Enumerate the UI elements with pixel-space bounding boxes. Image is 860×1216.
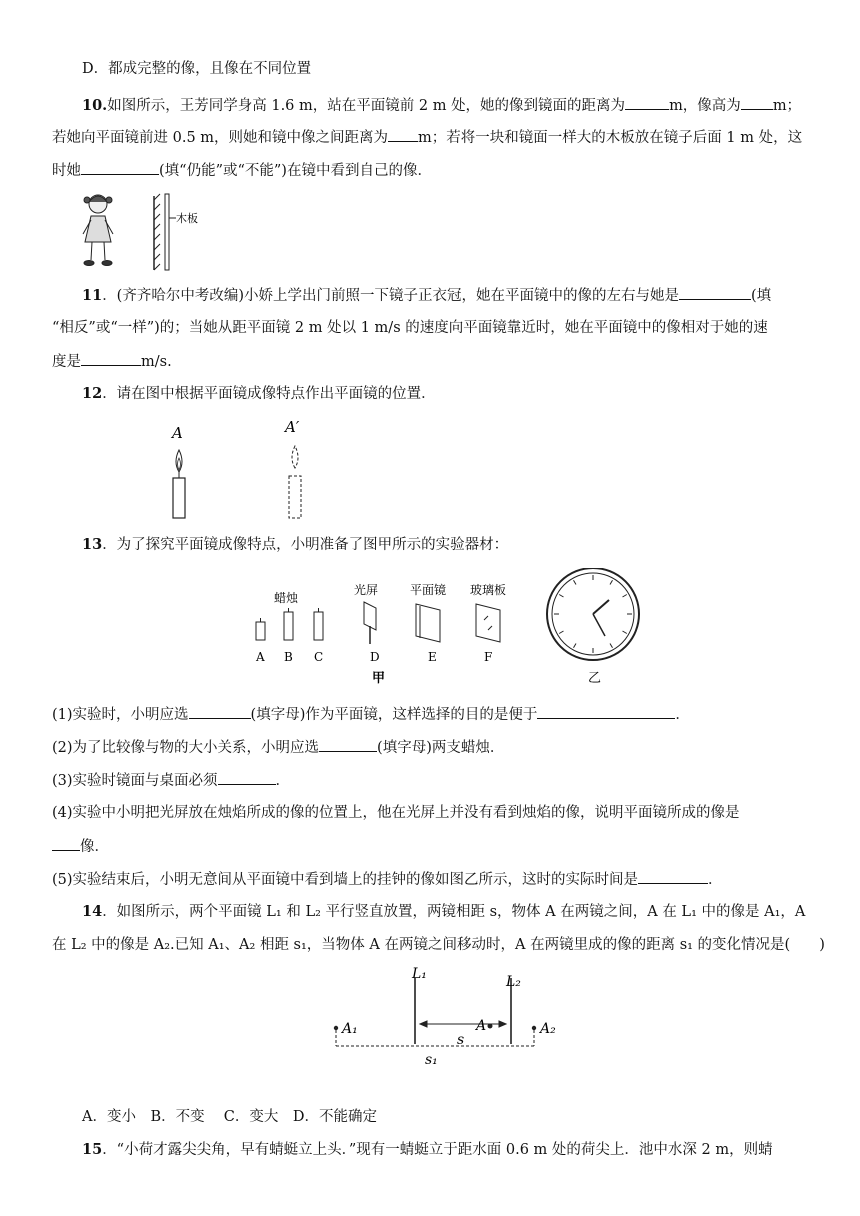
- q13-s2-text-b: (填字母)两支蜡烛．: [377, 740, 505, 756]
- q15-line: [82, 1140, 773, 1160]
- q13-line: [82, 535, 508, 555]
- letter-b: B: [284, 650, 293, 664]
- q13-sub-3: [52, 770, 290, 791]
- q10-figure: [76, 190, 226, 272]
- mirror-icon: [154, 194, 160, 270]
- q13-text: ．为了探究平面镜成像特点，小明准备了图甲所示的实验器材：: [102, 537, 509, 553]
- q9-option-d: D．都成完整的像，且像在不同位置: [82, 61, 312, 77]
- q11-blank-2[interactable]: [81, 351, 141, 366]
- q11-blank-1[interactable]: [679, 285, 751, 300]
- label-s: s: [457, 1032, 465, 1048]
- q13-s1-text-c: ．: [675, 707, 690, 723]
- candle-group-label: 蜡烛: [274, 591, 299, 605]
- q13-number: 13: [82, 536, 103, 553]
- q13-s5-text-b: ．: [708, 872, 723, 888]
- image-label-a-prime: A′: [285, 418, 300, 436]
- letter-e: E: [428, 650, 437, 664]
- q13-sub-5: [52, 869, 723, 890]
- virtual-candle-icon: [289, 446, 301, 518]
- q13-blank-2[interactable]: [537, 704, 675, 719]
- q11-text-3a: 度是: [52, 354, 81, 370]
- light-screen-icon: [364, 602, 376, 630]
- q13-blank-5[interactable]: [52, 836, 80, 851]
- mirror-label: 平面镜: [410, 583, 447, 597]
- q11-text-1a: ．(齐齐哈尔中考改编)小娇上学出门前照一下镜子正衣冠，她在平面镜中的像的左右与她是: [102, 288, 679, 304]
- q10-text-2b: m；若将一块和镜面一样大的木板放在镜子后面 1 m 处，这: [418, 130, 803, 146]
- q10-line-2: [52, 127, 802, 148]
- q10-text-1b: m，像高为: [669, 98, 741, 114]
- q13-s3-text-b: ．: [275, 773, 291, 789]
- letter-a: A: [256, 650, 265, 664]
- point-a2: [532, 1026, 536, 1030]
- q13-s1-text-b: (填字母)作为平面镜，这样选择的目的是便于: [250, 707, 538, 723]
- clock-icon: [547, 568, 639, 660]
- q12-number: 12: [82, 385, 103, 402]
- label-a1: A₁: [342, 1021, 358, 1037]
- q12-figure: [160, 416, 320, 522]
- q13-s5-text-a: (5)实验结束后，小明无意间从平面镜中看到墙上的挂钟的像如图乙所示，这时的实际时间是: [52, 872, 639, 888]
- q11-line-2: “相反”或“一样”)的；当她从距平面镜 2 m 处以 1 m/s 的速度向平面镜靠近时，她在平面镜中的像相对于她的速: [52, 320, 768, 336]
- q14-line-2: 在 L₂ 中的像是 A₂.已知 A₁、A₂ 相距 s₁，当物体 A 在两镜之间移动时，A 在两镜里成的像的距离 s₁ 的变化情况是( ): [52, 937, 825, 953]
- point-a: [488, 1024, 493, 1029]
- letter-d: D: [370, 650, 380, 664]
- q12-line: [82, 384, 436, 404]
- wooden-board-label: 木板: [176, 212, 198, 225]
- q13-s4-text-b: 像．: [80, 839, 109, 855]
- q10-blank-1[interactable]: [625, 95, 669, 110]
- wooden-board: [165, 194, 169, 270]
- q10-blank-3[interactable]: [388, 127, 418, 142]
- point-a1: [334, 1026, 338, 1030]
- glass-label: 玻璃板: [470, 583, 507, 597]
- q13-blank-4[interactable]: [218, 770, 276, 785]
- q11-line-1: [82, 285, 771, 306]
- letter-c: C: [314, 650, 324, 664]
- q10-text-1c: m；: [772, 98, 802, 114]
- q13-s3-text-a: (3)实验时镜面与桌面必须: [52, 773, 218, 789]
- q13-blank-1[interactable]: [189, 704, 251, 719]
- q11-text-1b: (填: [751, 288, 772, 304]
- q14-line-1: [82, 902, 805, 922]
- q13-s1-text-a: (1)实验时，小明应选: [52, 707, 189, 723]
- q10-line-1: [82, 95, 801, 116]
- candle-a: [256, 622, 265, 640]
- q10-blank-4[interactable]: [81, 160, 159, 175]
- screen-label: 光屏: [354, 583, 379, 597]
- q12-text: ．请在图中根据平面镜成像特点作出平面镜的位置．: [102, 386, 436, 402]
- letter-f: F: [484, 650, 493, 664]
- q15-number: 15: [82, 1141, 103, 1158]
- q13-blank-3[interactable]: [319, 737, 377, 752]
- q10-text-2a: 若她向平面镜前进 0.5 m，则她和镜中像之间距离为: [52, 130, 389, 146]
- candle-b: [284, 612, 293, 640]
- q10-text-3b: (填“仍能”或“不能”)在镜中看到自己的像．: [159, 163, 432, 179]
- q13-sub-4-cont: [52, 836, 109, 857]
- q11-line-3: [52, 351, 172, 372]
- label-a2: A₂: [540, 1021, 556, 1037]
- q14-options: A．变小 B．不变 C．变大 D．不能确定: [82, 1109, 377, 1125]
- glass-plate-icon: [476, 604, 500, 642]
- q13-sub-1: [52, 704, 690, 725]
- label-s1: s₁: [425, 1052, 438, 1066]
- q15-text: ．“小荷才露尖尖角，早有蜻蜓立上头．”现有一蜻蜓立于距水面 0.6 m 处的荷尖上．池中水深 2 m，则蜻: [102, 1142, 773, 1158]
- q13-sub-4: (4)实验中小明把光屏放在烛焰所成的像的位置上，他在光屏上并没有看到烛焰的像，说明平面镜所成的像是: [52, 805, 740, 821]
- q14-number: 14: [82, 903, 103, 920]
- candle-c: [314, 612, 323, 640]
- q13-s2-text-a: (2)为了比较像与物的大小关系，小明应选: [52, 740, 320, 756]
- q10-text-1a: 如图所示，王芳同学身高 1.6 m，站在平面镜前 2 m 处，她的像到镜面的距离为: [107, 98, 626, 114]
- candle-icon: [173, 450, 185, 518]
- q11-text-3b: m/s.: [141, 354, 172, 370]
- q10-blank-2[interactable]: [741, 95, 773, 110]
- q13-figure: [244, 568, 644, 692]
- girl-icon: [83, 195, 113, 266]
- q10-line-3: [52, 160, 432, 181]
- q14-text-1: ．如图所示，两个平面镜 L₁ 和 L₂ 平行竖直放置，两镜相距 s，物体 A 在两镜之间，A 在 L₁ 中的像是 A₁，A: [102, 904, 806, 920]
- q14-figure: [320, 966, 580, 1066]
- candle-label-a: A: [172, 424, 183, 442]
- q10-number: 10.: [82, 97, 108, 114]
- q11-number: 11: [82, 287, 103, 304]
- q10-text-3a: 时她: [52, 163, 81, 179]
- q13-sub-2: [52, 737, 504, 758]
- figure-jia-label: 甲: [372, 671, 386, 686]
- figure-yi-label: 乙: [588, 671, 602, 686]
- label-l2: L₂: [506, 974, 521, 990]
- q13-blank-6[interactable]: [638, 869, 708, 884]
- label-l1: L₁: [412, 966, 427, 982]
- label-a: A: [476, 1018, 487, 1034]
